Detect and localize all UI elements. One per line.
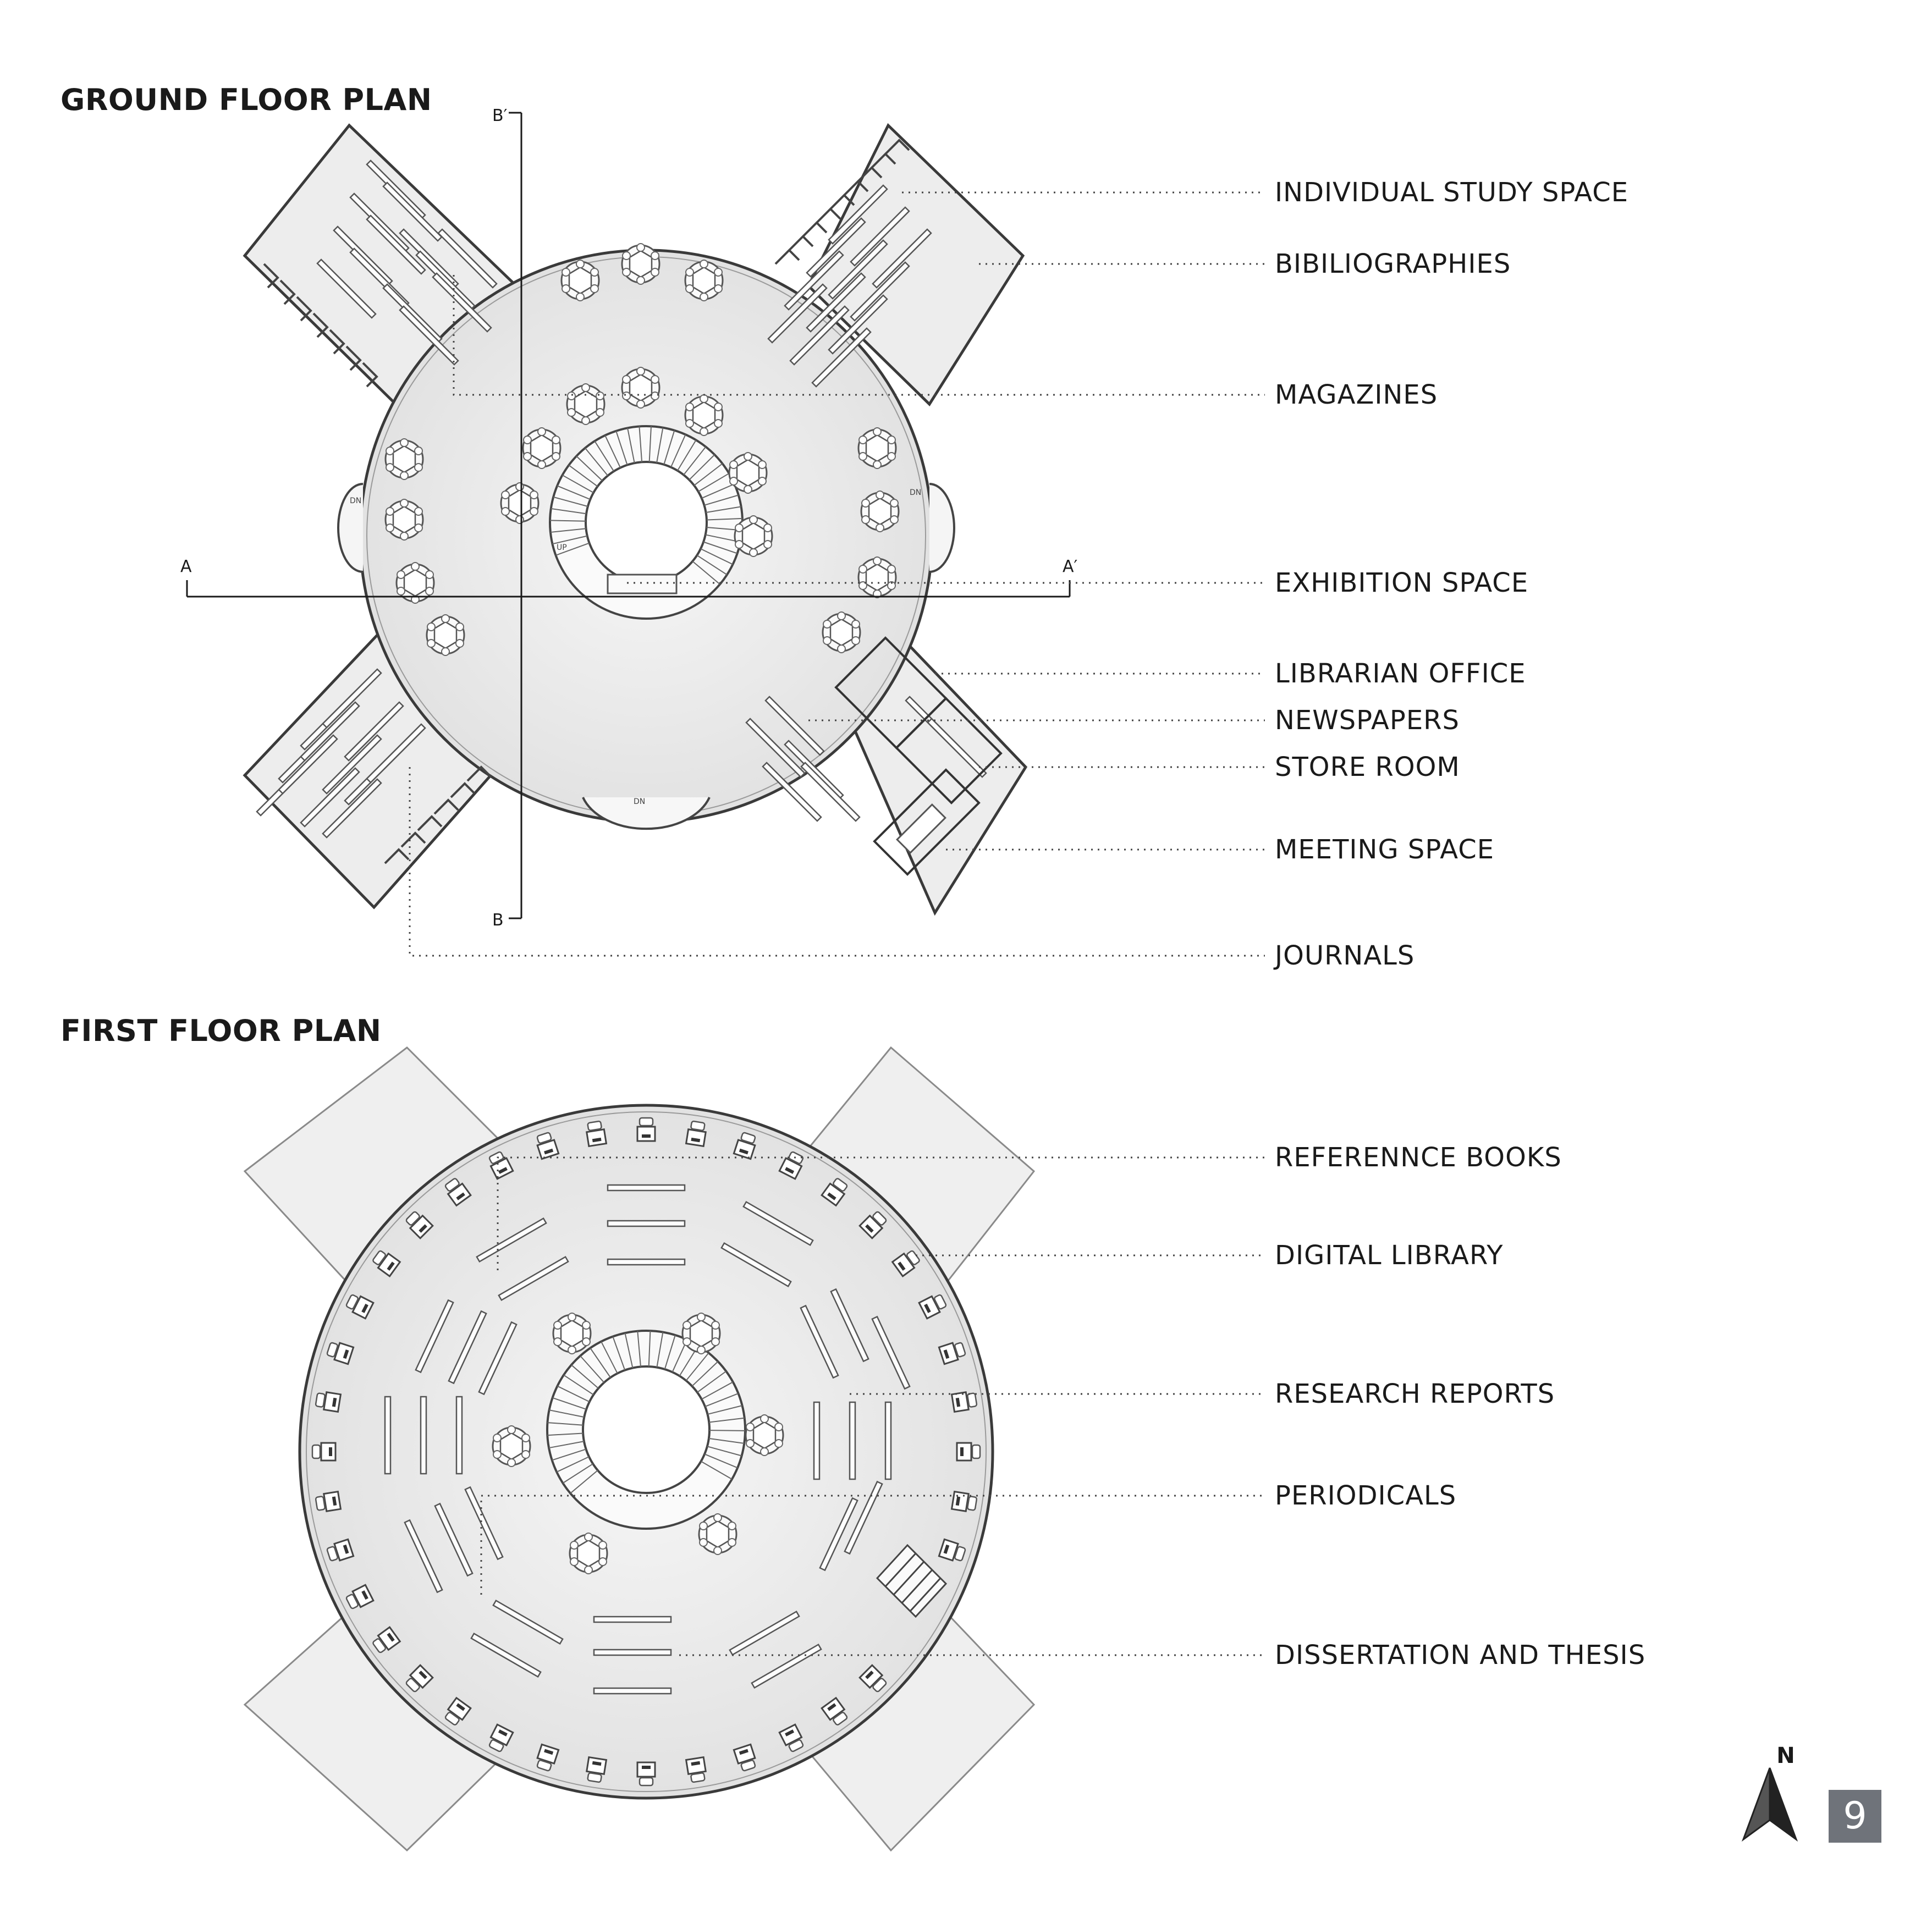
bookshelf	[421, 1397, 426, 1474]
bookshelf	[608, 1221, 685, 1226]
bookshelf	[594, 1650, 671, 1655]
reading-table	[570, 1533, 607, 1574]
bookshelf	[850, 1402, 855, 1479]
north-label: N	[1776, 1743, 1795, 1768]
bookshelf	[608, 1185, 685, 1191]
reading-table	[858, 428, 896, 469]
label-journals: JOURNALS	[1275, 940, 1415, 971]
reading-table	[493, 1426, 530, 1467]
reading-table	[501, 483, 538, 523]
bookshelf	[608, 1259, 685, 1265]
entrance-bay	[583, 797, 709, 829]
reading-table	[386, 439, 423, 480]
page-number-badge: 9	[1829, 1790, 1881, 1843]
reading-table	[735, 516, 772, 556]
exhibition-display	[608, 575, 676, 593]
first-floor-title: FIRST FLOOR PLAN	[60, 1013, 382, 1048]
label-digital-library: DIGITAL LIBRARY	[1275, 1240, 1504, 1271]
bookshelf	[385, 1397, 390, 1474]
reading-table	[622, 244, 659, 284]
label-exhibition-space: EXHIBITION SPACE	[1275, 567, 1529, 598]
entrance-dn-label: DN	[634, 797, 646, 806]
section-mark-b: B	[492, 911, 504, 930]
east-dn-label: DN	[910, 488, 922, 497]
reading-table	[567, 384, 604, 425]
bookshelf	[814, 1402, 819, 1479]
label-referennce-books: REFERENNCE BOOKS	[1275, 1142, 1562, 1173]
reading-table	[746, 1415, 783, 1456]
computer-desk	[957, 1443, 980, 1460]
reading-table	[562, 260, 599, 301]
label-newspapers: NEWSPAPERS	[1275, 705, 1460, 736]
label-dissertation-and-thesis: DISSERTATION AND THESIS	[1275, 1640, 1646, 1671]
reading-table	[386, 499, 423, 540]
label-research-reports: RESEARCH REPORTS	[1275, 1379, 1555, 1409]
east-stair-bay	[929, 484, 954, 572]
label-magazines: MAGAZINES	[1275, 379, 1438, 410]
reading-table	[861, 491, 899, 532]
label-periodicals: PERIODICALS	[1275, 1480, 1457, 1511]
reading-table	[523, 428, 560, 469]
west-dn-label: DN	[350, 497, 362, 505]
reading-table	[729, 453, 767, 493]
computer-desk	[637, 1118, 655, 1141]
label-librarian-office: LIBRARIAN OFFICE	[1275, 658, 1526, 689]
section-mark-a-prime: A′	[1063, 557, 1078, 576]
reading-table	[427, 615, 464, 655]
north-arrow-icon	[1743, 1768, 1796, 1839]
bookshelf	[594, 1617, 671, 1622]
reading-table	[685, 395, 723, 436]
bookshelf	[456, 1397, 462, 1474]
reading-table	[858, 557, 896, 598]
first-floor-plan	[245, 1048, 1265, 1850]
reading-table	[699, 1514, 736, 1555]
first-spiral-stair	[547, 1331, 745, 1529]
stair-tread	[709, 1430, 745, 1431]
computer-desk	[312, 1443, 335, 1460]
section-mark-b-prime: B′	[492, 106, 508, 125]
reading-table	[622, 367, 659, 408]
bookshelf	[885, 1402, 891, 1479]
reading-table	[685, 260, 723, 301]
label-store-room: STORE ROOM	[1275, 752, 1460, 782]
spiral-up-label: UP	[557, 543, 567, 552]
label-bibiliographies: BIBILIOGRAPHIES	[1275, 249, 1511, 279]
ground-floor-title: GROUND FLOOR PLAN	[60, 82, 432, 117]
ground-floor-plan	[180, 106, 1265, 956]
reading-table	[553, 1313, 591, 1354]
reading-table	[823, 612, 860, 653]
label-meeting-space: MEETING SPACE	[1275, 834, 1495, 865]
stair-tread	[550, 520, 586, 521]
computer-desk	[637, 1762, 655, 1785]
section-mark-a: A	[180, 557, 192, 576]
bookshelf	[594, 1688, 671, 1694]
label-individual-study-space: INDIVIDUAL STUDY SPACE	[1275, 177, 1629, 208]
reading-table	[682, 1313, 720, 1354]
